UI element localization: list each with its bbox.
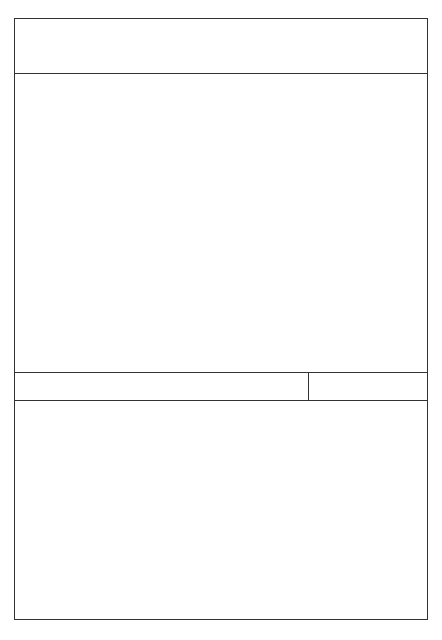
column-divider	[308, 372, 309, 400]
table-frame	[14, 18, 428, 620]
era-rule	[14, 73, 428, 74]
section-divider	[14, 372, 428, 373]
year-rule	[14, 400, 428, 401]
